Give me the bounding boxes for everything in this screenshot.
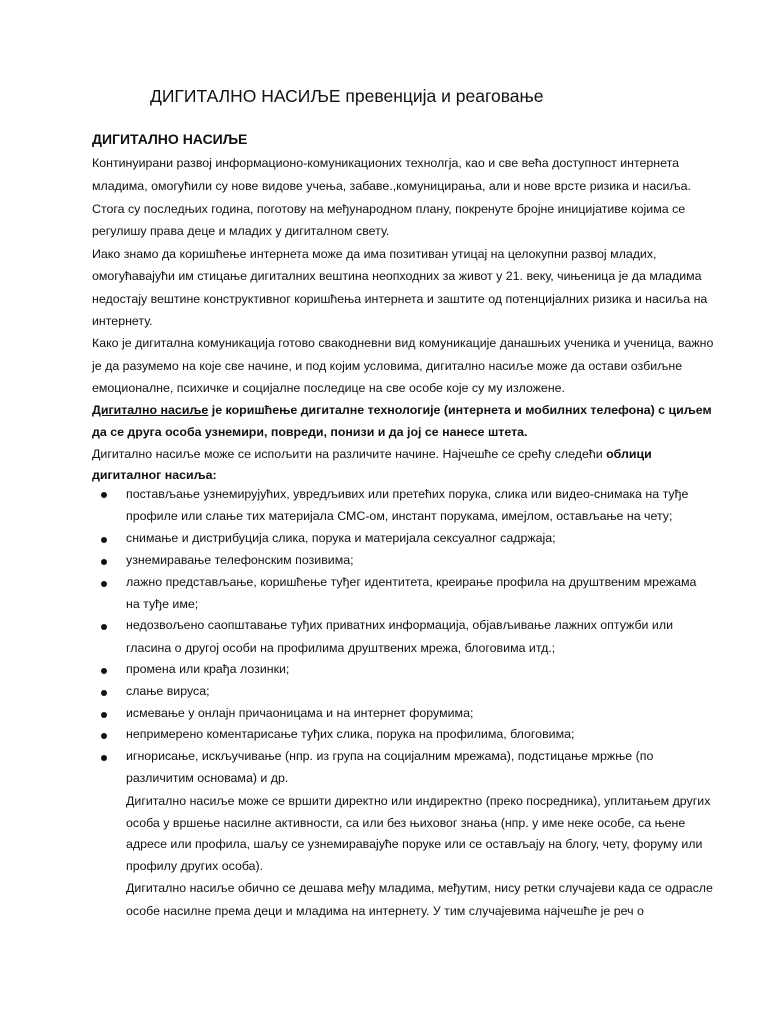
bullet-item: снимање и дистрибуција слика, порука и материјала сексуалног садржаја;: [126, 531, 556, 545]
bullet-item: лажно представљање, коришћење туђег идентитета, креирање профила на друштвеним мрежама: [126, 575, 697, 589]
bullet-dot: [101, 559, 107, 565]
paragraph-line: младима, омогућили су нове видове учења, забаве.,комуницирања, али и нове врсте ризика и насиља.: [92, 179, 691, 193]
bullet-dot: [101, 712, 107, 718]
definition-line: да се друга особа узнемири, повреди, понизи и да јој се нанесе штета.: [92, 425, 528, 439]
bullet-item: игнорисање, искључивање (нпр. из група на социјалним мрежама), подстицање мржње (по: [126, 749, 654, 763]
bullet-dot: [101, 690, 107, 696]
document-title: ДИГИТАЛНО НАСИЉЕ превенција и реаговање: [150, 86, 544, 106]
paragraph-line: је да разумемо на које све начине, и под којим условима, дигитално насиље може да остави озбиљне: [92, 359, 683, 373]
bullet-item: постављање узнемирујућих, увредљивих или претећих порука, слика или видео-снимака на туђе: [126, 487, 689, 501]
forms-intro-text: Дигитално насиље може се испољити на различите начине. Најчешће се срећу следећи: [92, 447, 607, 461]
bullet-dot: [101, 733, 107, 739]
paragraph-line: регулишу права деце и младих у дигиталном свету.: [92, 224, 390, 238]
bullet-dot: [101, 624, 107, 630]
indented-paragraph-line: Дигитално насиље може се вршити директно или индиректно (преко посредника), уплитањем других: [126, 794, 711, 808]
bullet-item: недозвољено саопштавање туђих приватних информација, објављивање лажних оптужби или: [126, 618, 673, 632]
forms-intro-bold: облици: [606, 447, 652, 461]
paragraph-line: Како је дигитална комуникација готово свакодневни вид комуникације данашњих ученика и ученица, важно: [92, 336, 714, 350]
bullet-dot: [101, 755, 107, 761]
bullet-dot: [101, 492, 107, 498]
bullet-item-cont: различитим основама) и др.: [126, 771, 289, 785]
paragraph-line: интернету.: [92, 314, 153, 328]
indented-paragraph-line: адресе или профила, шаљу се узнемиравајуће поруке или се остављају на блогу, чету, форуму или: [126, 837, 703, 851]
definition-text: је коришћење дигиталне технологије (интернета и мобилних телефона) с циљем: [208, 403, 712, 417]
paragraph-line: Континуирани развој информационо-комуникационих технолгја, као и све већа доступност интернета: [92, 156, 680, 170]
bullet-dot: [101, 668, 107, 674]
indented-paragraph-line: особа у вршење насилне активности, са или без њиховог знања (нпр. у име неке особе, са њене: [126, 816, 686, 830]
paragraph-line: недостају вештине конструктивног коришћења интернета и заштите од потенцијалних ризика и насиља на: [92, 292, 708, 306]
bullet-item: промена или крађа лозинки;: [126, 662, 290, 676]
bullet-item: непримерено коментарисање туђих слика, порука на профилима, блоговима;: [126, 727, 575, 741]
bullet-item-cont: на туђе име;: [126, 597, 199, 611]
definition-line: [92, 402, 712, 418]
bullet-item: исмевање у онлајн причаоницама и на интернет форумима;: [126, 706, 474, 720]
forms-intro-line: [92, 446, 652, 462]
bullet-item-cont: гласина о другој особи на профилима друштвених мрежа, блоговима итд.;: [126, 641, 556, 655]
bullet-item: слање вируса;: [126, 684, 210, 698]
paragraph-line: омогућавајући им стицање дигиталних вештина неопходних за живот у 21. веку, чињеница је да младима: [92, 269, 702, 283]
bullet-item: узнемиравање телефонским позивима;: [126, 553, 354, 567]
indented-paragraph-line: Дигитално насиље обично се дешава међу младима, међутим, нису ретки случајеви када се одрасле: [126, 881, 713, 895]
paragraph-line: емоционалне, психичке и социјалне последице на све особе које су му изложене.: [92, 381, 565, 395]
paragraph-line: Стога су последњих година, поготову на међународном плану, покренуте бројне иницијативе којима се: [92, 202, 686, 216]
definition-term: Дигитално насиље: [92, 403, 209, 417]
bullet-dot: [101, 537, 107, 543]
indented-paragraph-line: особе насилне према деци и младима на интернету. У тим случајевима најчешће је реч о: [126, 904, 644, 918]
paragraph-line: Иако знамо да коришћење интернета може да има позитиван утицај на целокупни развој младих,: [92, 247, 657, 261]
bullet-dot: [101, 581, 107, 587]
section-heading: ДИГИТАЛНО НАСИЉЕ: [92, 131, 248, 147]
indented-paragraph-line: профилу других особа).: [126, 859, 264, 873]
bullet-item-cont: профиле или слање тих материјала СМС-ом, инстант порукама, имејлом, остављање на чету;: [126, 509, 673, 523]
forms-intro-line: дигиталног насиља:: [92, 468, 217, 482]
